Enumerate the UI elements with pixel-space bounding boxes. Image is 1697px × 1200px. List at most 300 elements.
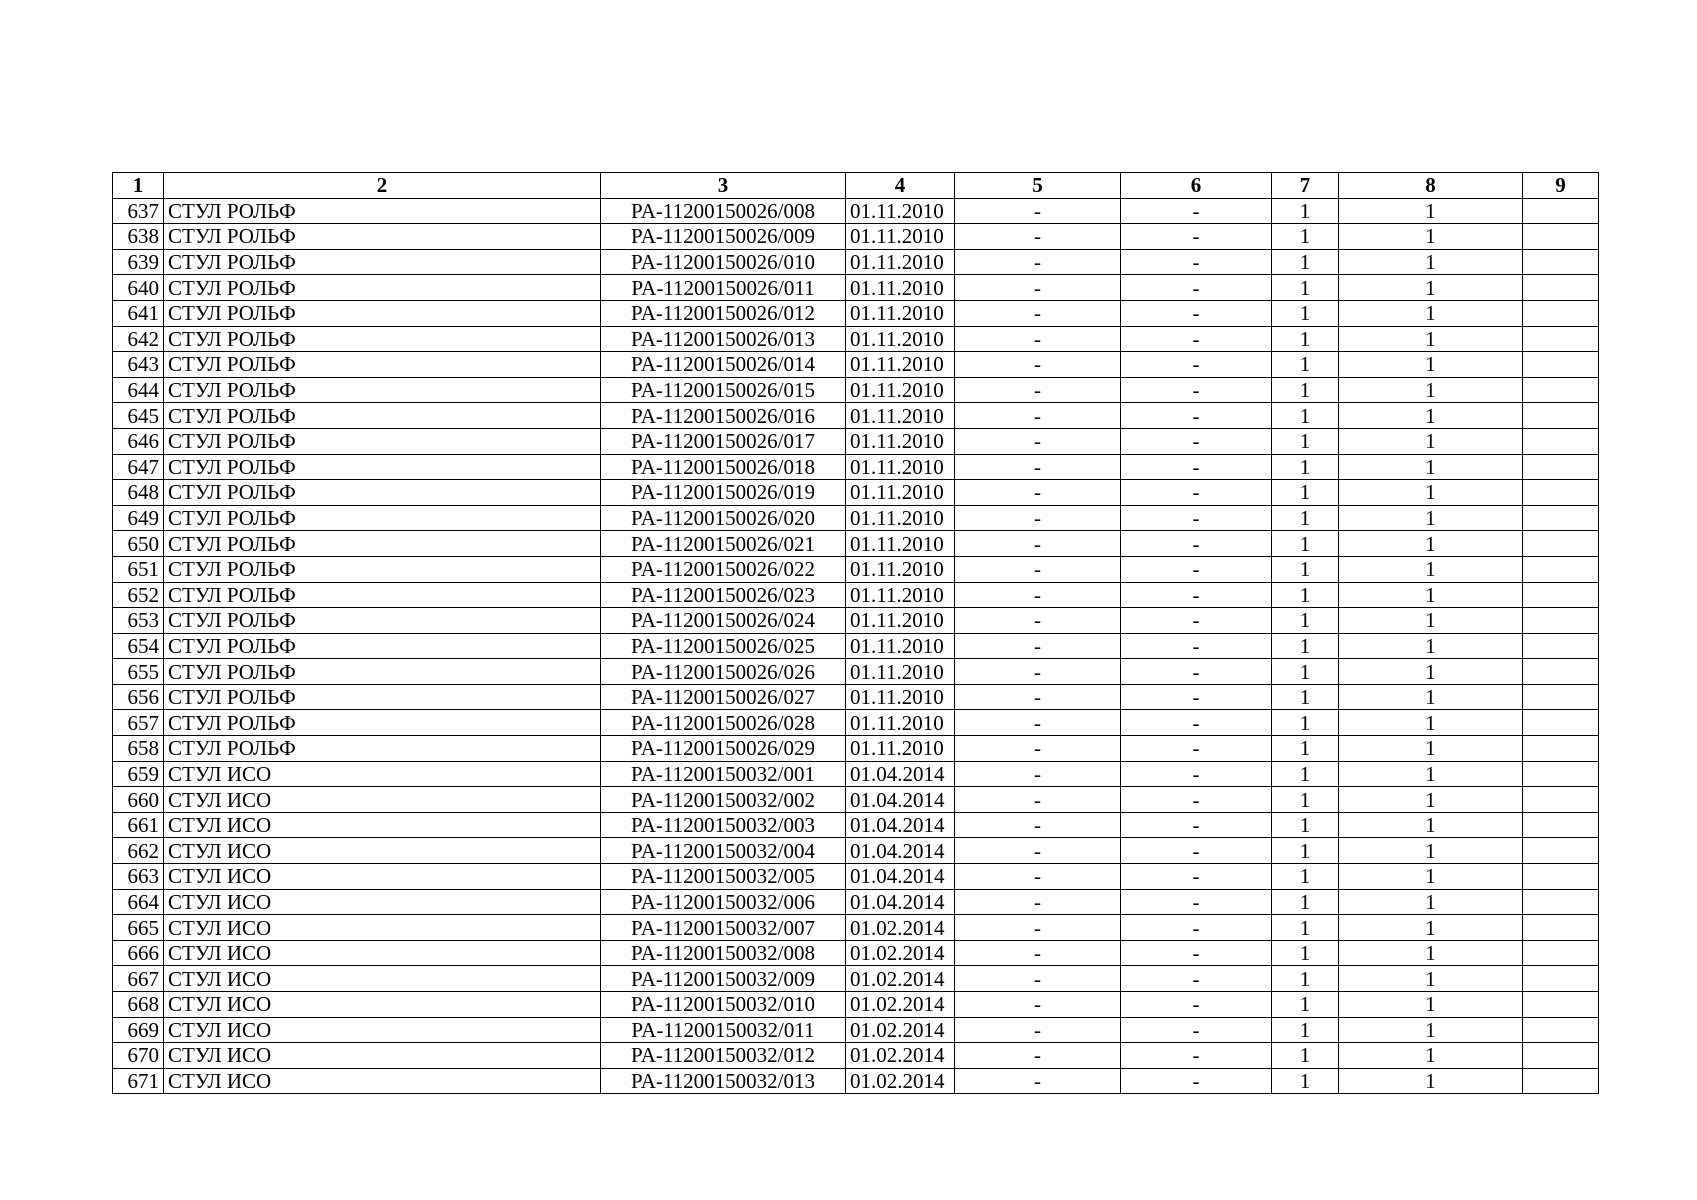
col8-cell: 1 — [1339, 300, 1523, 326]
row-number-cell: 649 — [113, 505, 164, 531]
col7-cell: 1 — [1272, 582, 1339, 608]
row-number-cell: 653 — [113, 608, 164, 634]
col9-cell — [1523, 915, 1599, 941]
row-number-cell: 657 — [113, 710, 164, 736]
date-cell: 01.02.2014 — [846, 940, 955, 966]
table-row — [113, 1068, 1599, 1094]
col8-cell: 1 — [1339, 889, 1523, 915]
table-row — [113, 198, 1599, 224]
row-number-cell: 665 — [113, 915, 164, 941]
col7-cell: 1 — [1272, 812, 1339, 838]
row-number-cell: 663 — [113, 864, 164, 890]
row-number-cell: 639 — [113, 249, 164, 275]
inventory-code-cell: PA-11200150026/024 — [601, 608, 846, 634]
date-cell: 01.11.2010 — [846, 684, 955, 710]
col8-cell: 1 — [1339, 403, 1523, 429]
col6-cell: - — [1121, 352, 1272, 378]
col5-cell: - — [955, 608, 1121, 634]
inventory-code-cell: PA-11200150026/029 — [601, 736, 846, 762]
col8-cell: 1 — [1339, 352, 1523, 378]
col9-cell — [1523, 352, 1599, 378]
item-name-cell: СТУЛ РОЛЬФ — [164, 377, 601, 403]
col9-cell — [1523, 659, 1599, 685]
date-cell: 01.11.2010 — [846, 608, 955, 634]
date-cell: 01.11.2010 — [846, 659, 955, 685]
table-row — [113, 812, 1599, 838]
col6-cell: - — [1121, 684, 1272, 710]
row-number-cell: 643 — [113, 352, 164, 378]
col5-cell: - — [955, 787, 1121, 813]
inventory-code-cell: PA-11200150026/025 — [601, 633, 846, 659]
col9-cell — [1523, 889, 1599, 915]
date-cell: 01.04.2014 — [846, 838, 955, 864]
col5-cell: - — [955, 940, 1121, 966]
table-row — [113, 582, 1599, 608]
col9-cell — [1523, 377, 1599, 403]
col6-cell: - — [1121, 224, 1272, 250]
col6-cell: - — [1121, 838, 1272, 864]
table-row — [113, 710, 1599, 736]
col8-cell: 1 — [1339, 1017, 1523, 1043]
row-number-cell: 666 — [113, 940, 164, 966]
col7-cell: 1 — [1272, 224, 1339, 250]
col8-cell: 1 — [1339, 864, 1523, 890]
col6-cell: - — [1121, 582, 1272, 608]
date-cell: 01.02.2014 — [846, 915, 955, 941]
date-cell: 01.04.2014 — [846, 787, 955, 813]
col5-cell: - — [955, 352, 1121, 378]
item-name-cell: СТУЛ РОЛЬФ — [164, 633, 601, 659]
col8-cell: 1 — [1339, 505, 1523, 531]
table-row — [113, 608, 1599, 634]
col8-cell: 1 — [1339, 684, 1523, 710]
inventory-code-cell: PA-11200150026/023 — [601, 582, 846, 608]
col5-cell: - — [955, 633, 1121, 659]
table-row — [113, 505, 1599, 531]
item-name-cell: СТУЛ РОЛЬФ — [164, 505, 601, 531]
inventory-code-cell: PA-11200150026/027 — [601, 684, 846, 710]
item-name-cell: СТУЛ ИСО — [164, 1043, 601, 1069]
col8-cell: 1 — [1339, 428, 1523, 454]
col8-cell: 1 — [1339, 377, 1523, 403]
date-cell: 01.11.2010 — [846, 326, 955, 352]
col8-cell: 1 — [1339, 812, 1523, 838]
item-name-cell: СТУЛ ИСО — [164, 940, 601, 966]
col5-cell: - — [955, 582, 1121, 608]
date-cell: 01.11.2010 — [846, 505, 955, 531]
col7-cell: 1 — [1272, 454, 1339, 480]
col9-cell — [1523, 812, 1599, 838]
col7-cell: 1 — [1272, 787, 1339, 813]
col7-cell: 1 — [1272, 838, 1339, 864]
row-number-cell: 656 — [113, 684, 164, 710]
inventory-code-cell: PA-11200150026/019 — [601, 480, 846, 506]
col5-cell: - — [955, 736, 1121, 762]
col9-cell — [1523, 966, 1599, 992]
col6-cell: - — [1121, 1017, 1272, 1043]
row-number-cell: 655 — [113, 659, 164, 685]
col7-cell: 1 — [1272, 608, 1339, 634]
inventory-code-cell: PA-11200150026/028 — [601, 710, 846, 736]
table-row — [113, 224, 1599, 250]
col8-cell: 1 — [1339, 1043, 1523, 1069]
col8-cell: 1 — [1339, 633, 1523, 659]
inventory-code-cell: PA-11200150026/016 — [601, 403, 846, 429]
col7-cell: 1 — [1272, 480, 1339, 506]
column-header-4: 4 — [846, 173, 955, 199]
date-cell: 01.02.2014 — [846, 1068, 955, 1094]
col6-cell: - — [1121, 736, 1272, 762]
col7-cell: 1 — [1272, 377, 1339, 403]
row-number-cell: 646 — [113, 428, 164, 454]
col9-cell — [1523, 787, 1599, 813]
column-header-8: 8 — [1339, 173, 1523, 199]
col9-cell — [1523, 454, 1599, 480]
table-row — [113, 940, 1599, 966]
row-number-cell: 671 — [113, 1068, 164, 1094]
col9-cell — [1523, 1043, 1599, 1069]
col6-cell: - — [1121, 889, 1272, 915]
col8-cell: 1 — [1339, 940, 1523, 966]
inventory-code-cell: PA-11200150032/003 — [601, 812, 846, 838]
col7-cell: 1 — [1272, 710, 1339, 736]
col6-cell: - — [1121, 966, 1272, 992]
col7-cell: 1 — [1272, 761, 1339, 787]
col5-cell: - — [955, 249, 1121, 275]
table-row — [113, 352, 1599, 378]
item-name-cell: СТУЛ РОЛЬФ — [164, 352, 601, 378]
col7-cell: 1 — [1272, 992, 1339, 1018]
col9-cell — [1523, 864, 1599, 890]
item-name-cell: СТУЛ РОЛЬФ — [164, 659, 601, 685]
inventory-code-cell: PA-11200150032/006 — [601, 889, 846, 915]
col7-cell: 1 — [1272, 428, 1339, 454]
col8-cell: 1 — [1339, 659, 1523, 685]
col6-cell: - — [1121, 710, 1272, 736]
inventory-code-cell: PA-11200150026/010 — [601, 249, 846, 275]
inventory-code-cell: PA-11200150032/008 — [601, 940, 846, 966]
inventory-code-cell: PA-11200150026/011 — [601, 275, 846, 301]
col9-cell — [1523, 198, 1599, 224]
col8-cell: 1 — [1339, 608, 1523, 634]
table-row — [113, 403, 1599, 429]
col9-cell — [1523, 224, 1599, 250]
date-cell: 01.11.2010 — [846, 403, 955, 429]
inventory-code-cell: PA-11200150026/014 — [601, 352, 846, 378]
col8-cell: 1 — [1339, 275, 1523, 301]
inventory-code-cell: PA-11200150026/018 — [601, 454, 846, 480]
table-row — [113, 454, 1599, 480]
col7-cell: 1 — [1272, 531, 1339, 557]
inventory-table — [112, 172, 1599, 1094]
row-number-cell: 667 — [113, 966, 164, 992]
col9-cell — [1523, 633, 1599, 659]
col6-cell: - — [1121, 915, 1272, 941]
col5-cell: - — [955, 300, 1121, 326]
col7-cell: 1 — [1272, 659, 1339, 685]
col9-cell — [1523, 608, 1599, 634]
col9-cell — [1523, 582, 1599, 608]
col8-cell: 1 — [1339, 838, 1523, 864]
inventory-code-cell: PA-11200150026/012 — [601, 300, 846, 326]
inventory-code-cell: PA-11200150026/008 — [601, 198, 846, 224]
col6-cell: - — [1121, 812, 1272, 838]
date-cell: 01.11.2010 — [846, 249, 955, 275]
date-cell: 01.02.2014 — [846, 966, 955, 992]
date-cell: 01.04.2014 — [846, 889, 955, 915]
row-number-cell: 669 — [113, 1017, 164, 1043]
col5-cell: - — [955, 198, 1121, 224]
date-cell: 01.04.2014 — [846, 761, 955, 787]
row-number-cell: 648 — [113, 480, 164, 506]
col5-cell: - — [955, 326, 1121, 352]
item-name-cell: СТУЛ ИСО — [164, 787, 601, 813]
inventory-code-cell: PA-11200150032/001 — [601, 761, 846, 787]
table-row — [113, 275, 1599, 301]
col6-cell: - — [1121, 761, 1272, 787]
col9-cell — [1523, 326, 1599, 352]
col5-cell: - — [955, 1043, 1121, 1069]
col9-cell — [1523, 403, 1599, 429]
col6-cell: - — [1121, 198, 1272, 224]
inventory-code-cell: PA-11200150032/010 — [601, 992, 846, 1018]
item-name-cell: СТУЛ РОЛЬФ — [164, 608, 601, 634]
row-number-cell: 652 — [113, 582, 164, 608]
row-number-cell: 642 — [113, 326, 164, 352]
row-number-cell: 638 — [113, 224, 164, 250]
row-number-cell: 661 — [113, 812, 164, 838]
inventory-code-cell: PA-11200150032/002 — [601, 787, 846, 813]
col7-cell: 1 — [1272, 300, 1339, 326]
item-name-cell: СТУЛ РОЛЬФ — [164, 403, 601, 429]
row-number-cell: 637 — [113, 198, 164, 224]
col5-cell: - — [955, 992, 1121, 1018]
item-name-cell: СТУЛ ИСО — [164, 1068, 601, 1094]
inventory-code-cell: PA-11200150026/015 — [601, 377, 846, 403]
table-row — [113, 761, 1599, 787]
inventory-code-cell: PA-11200150026/017 — [601, 428, 846, 454]
item-name-cell: СТУЛ РОЛЬФ — [164, 224, 601, 250]
item-name-cell: СТУЛ ИСО — [164, 761, 601, 787]
col8-cell: 1 — [1339, 326, 1523, 352]
col7-cell: 1 — [1272, 403, 1339, 429]
item-name-cell: СТУЛ РОЛЬФ — [164, 275, 601, 301]
col5-cell: - — [955, 1017, 1121, 1043]
item-name-cell: СТУЛ РОЛЬФ — [164, 531, 601, 557]
inventory-code-cell: PA-11200150026/026 — [601, 659, 846, 685]
col8-cell: 1 — [1339, 249, 1523, 275]
col7-cell: 1 — [1272, 275, 1339, 301]
item-name-cell: СТУЛ ИСО — [164, 812, 601, 838]
col7-cell: 1 — [1272, 966, 1339, 992]
table-row — [113, 1043, 1599, 1069]
date-cell: 01.11.2010 — [846, 224, 955, 250]
col5-cell: - — [955, 684, 1121, 710]
table-row — [113, 1017, 1599, 1043]
inventory-code-cell: PA-11200150032/004 — [601, 838, 846, 864]
col9-cell — [1523, 1017, 1599, 1043]
col7-cell: 1 — [1272, 1043, 1339, 1069]
col9-cell — [1523, 684, 1599, 710]
row-number-cell: 662 — [113, 838, 164, 864]
row-number-cell: 644 — [113, 377, 164, 403]
item-name-cell: СТУЛ РОЛЬФ — [164, 736, 601, 762]
col5-cell: - — [955, 224, 1121, 250]
col8-cell: 1 — [1339, 531, 1523, 557]
col8-cell: 1 — [1339, 710, 1523, 736]
col7-cell: 1 — [1272, 1068, 1339, 1094]
col6-cell: - — [1121, 659, 1272, 685]
date-cell: 01.11.2010 — [846, 531, 955, 557]
col7-cell: 1 — [1272, 940, 1339, 966]
table-row — [113, 992, 1599, 1018]
table-row — [113, 736, 1599, 762]
col5-cell: - — [955, 428, 1121, 454]
row-number-cell: 640 — [113, 275, 164, 301]
table-row — [113, 300, 1599, 326]
col5-cell: - — [955, 915, 1121, 941]
date-cell: 01.04.2014 — [846, 864, 955, 890]
table-row — [113, 480, 1599, 506]
col6-cell: - — [1121, 480, 1272, 506]
col6-cell: - — [1121, 326, 1272, 352]
date-cell: 01.02.2014 — [846, 992, 955, 1018]
row-number-cell: 664 — [113, 889, 164, 915]
row-number-cell: 659 — [113, 761, 164, 787]
table-row — [113, 556, 1599, 582]
column-header-2: 2 — [164, 173, 601, 199]
col6-cell: - — [1121, 633, 1272, 659]
table-row — [113, 659, 1599, 685]
inventory-code-cell: PA-11200150032/013 — [601, 1068, 846, 1094]
col6-cell: - — [1121, 940, 1272, 966]
col6-cell: - — [1121, 556, 1272, 582]
table-row — [113, 889, 1599, 915]
col7-cell: 1 — [1272, 684, 1339, 710]
row-number-cell: 658 — [113, 736, 164, 762]
date-cell: 01.11.2010 — [846, 582, 955, 608]
col6-cell: - — [1121, 249, 1272, 275]
row-number-cell: 668 — [113, 992, 164, 1018]
inventory-code-cell: PA-11200150026/020 — [601, 505, 846, 531]
inventory-code-cell: PA-11200150032/009 — [601, 966, 846, 992]
column-header-7: 7 — [1272, 173, 1339, 199]
col7-cell: 1 — [1272, 352, 1339, 378]
col6-cell: - — [1121, 787, 1272, 813]
col6-cell: - — [1121, 1068, 1272, 1094]
col5-cell: - — [955, 480, 1121, 506]
date-cell: 01.11.2010 — [846, 352, 955, 378]
item-name-cell: СТУЛ РОЛЬФ — [164, 249, 601, 275]
date-cell: 01.04.2014 — [846, 812, 955, 838]
date-cell: 01.02.2014 — [846, 1017, 955, 1043]
row-number-cell: 641 — [113, 300, 164, 326]
inventory-code-cell: PA-11200150032/012 — [601, 1043, 846, 1069]
col5-cell: - — [955, 505, 1121, 531]
col7-cell: 1 — [1272, 505, 1339, 531]
item-name-cell: СТУЛ РОЛЬФ — [164, 326, 601, 352]
item-name-cell: СТУЛ РОЛЬФ — [164, 710, 601, 736]
col9-cell — [1523, 992, 1599, 1018]
col5-cell: - — [955, 710, 1121, 736]
col6-cell: - — [1121, 300, 1272, 326]
col5-cell: - — [955, 454, 1121, 480]
col7-cell: 1 — [1272, 633, 1339, 659]
col8-cell: 1 — [1339, 736, 1523, 762]
col7-cell: 1 — [1272, 1017, 1339, 1043]
item-name-cell: СТУЛ ИСО — [164, 992, 601, 1018]
col9-cell — [1523, 1068, 1599, 1094]
col6-cell: - — [1121, 428, 1272, 454]
col9-cell — [1523, 480, 1599, 506]
col7-cell: 1 — [1272, 915, 1339, 941]
col7-cell: 1 — [1272, 326, 1339, 352]
col9-cell — [1523, 838, 1599, 864]
col5-cell: - — [955, 531, 1121, 557]
item-name-cell: СТУЛ ИСО — [164, 838, 601, 864]
col8-cell: 1 — [1339, 480, 1523, 506]
col6-cell: - — [1121, 531, 1272, 557]
inventory-code-cell: PA-11200150026/022 — [601, 556, 846, 582]
col5-cell: - — [955, 889, 1121, 915]
col7-cell: 1 — [1272, 889, 1339, 915]
table-row — [113, 633, 1599, 659]
col5-cell: - — [955, 1068, 1121, 1094]
header-row — [113, 173, 1599, 199]
col6-cell: - — [1121, 505, 1272, 531]
col5-cell: - — [955, 812, 1121, 838]
date-cell: 01.11.2010 — [846, 556, 955, 582]
col8-cell: 1 — [1339, 966, 1523, 992]
date-cell: 01.11.2010 — [846, 275, 955, 301]
table-row — [113, 531, 1599, 557]
col9-cell — [1523, 249, 1599, 275]
col8-cell: 1 — [1339, 582, 1523, 608]
column-header-5: 5 — [955, 173, 1121, 199]
col6-cell: - — [1121, 608, 1272, 634]
item-name-cell: СТУЛ РОЛЬФ — [164, 300, 601, 326]
col7-cell: 1 — [1272, 736, 1339, 762]
col5-cell: - — [955, 838, 1121, 864]
col7-cell: 1 — [1272, 864, 1339, 890]
table-row — [113, 787, 1599, 813]
date-cell: 01.11.2010 — [846, 480, 955, 506]
table-row — [113, 838, 1599, 864]
table-row — [113, 684, 1599, 710]
row-number-cell: 660 — [113, 787, 164, 813]
item-name-cell: СТУЛ ИСО — [164, 864, 601, 890]
col9-cell — [1523, 761, 1599, 787]
col9-cell — [1523, 736, 1599, 762]
col6-cell: - — [1121, 1043, 1272, 1069]
col5-cell: - — [955, 403, 1121, 429]
inventory-code-cell: PA-11200150032/005 — [601, 864, 846, 890]
table-row — [113, 966, 1599, 992]
item-name-cell: СТУЛ ИСО — [164, 1017, 601, 1043]
inventory-code-cell: PA-11200150026/013 — [601, 326, 846, 352]
col8-cell: 1 — [1339, 992, 1523, 1018]
col7-cell: 1 — [1272, 249, 1339, 275]
col6-cell: - — [1121, 377, 1272, 403]
col9-cell — [1523, 710, 1599, 736]
table-row — [113, 428, 1599, 454]
col6-cell: - — [1121, 992, 1272, 1018]
inventory-code-cell: PA-11200150026/009 — [601, 224, 846, 250]
column-header-1: 1 — [113, 173, 164, 199]
table-body — [113, 198, 1599, 1094]
col7-cell: 1 — [1272, 556, 1339, 582]
item-name-cell: СТУЛ ИСО — [164, 915, 601, 941]
